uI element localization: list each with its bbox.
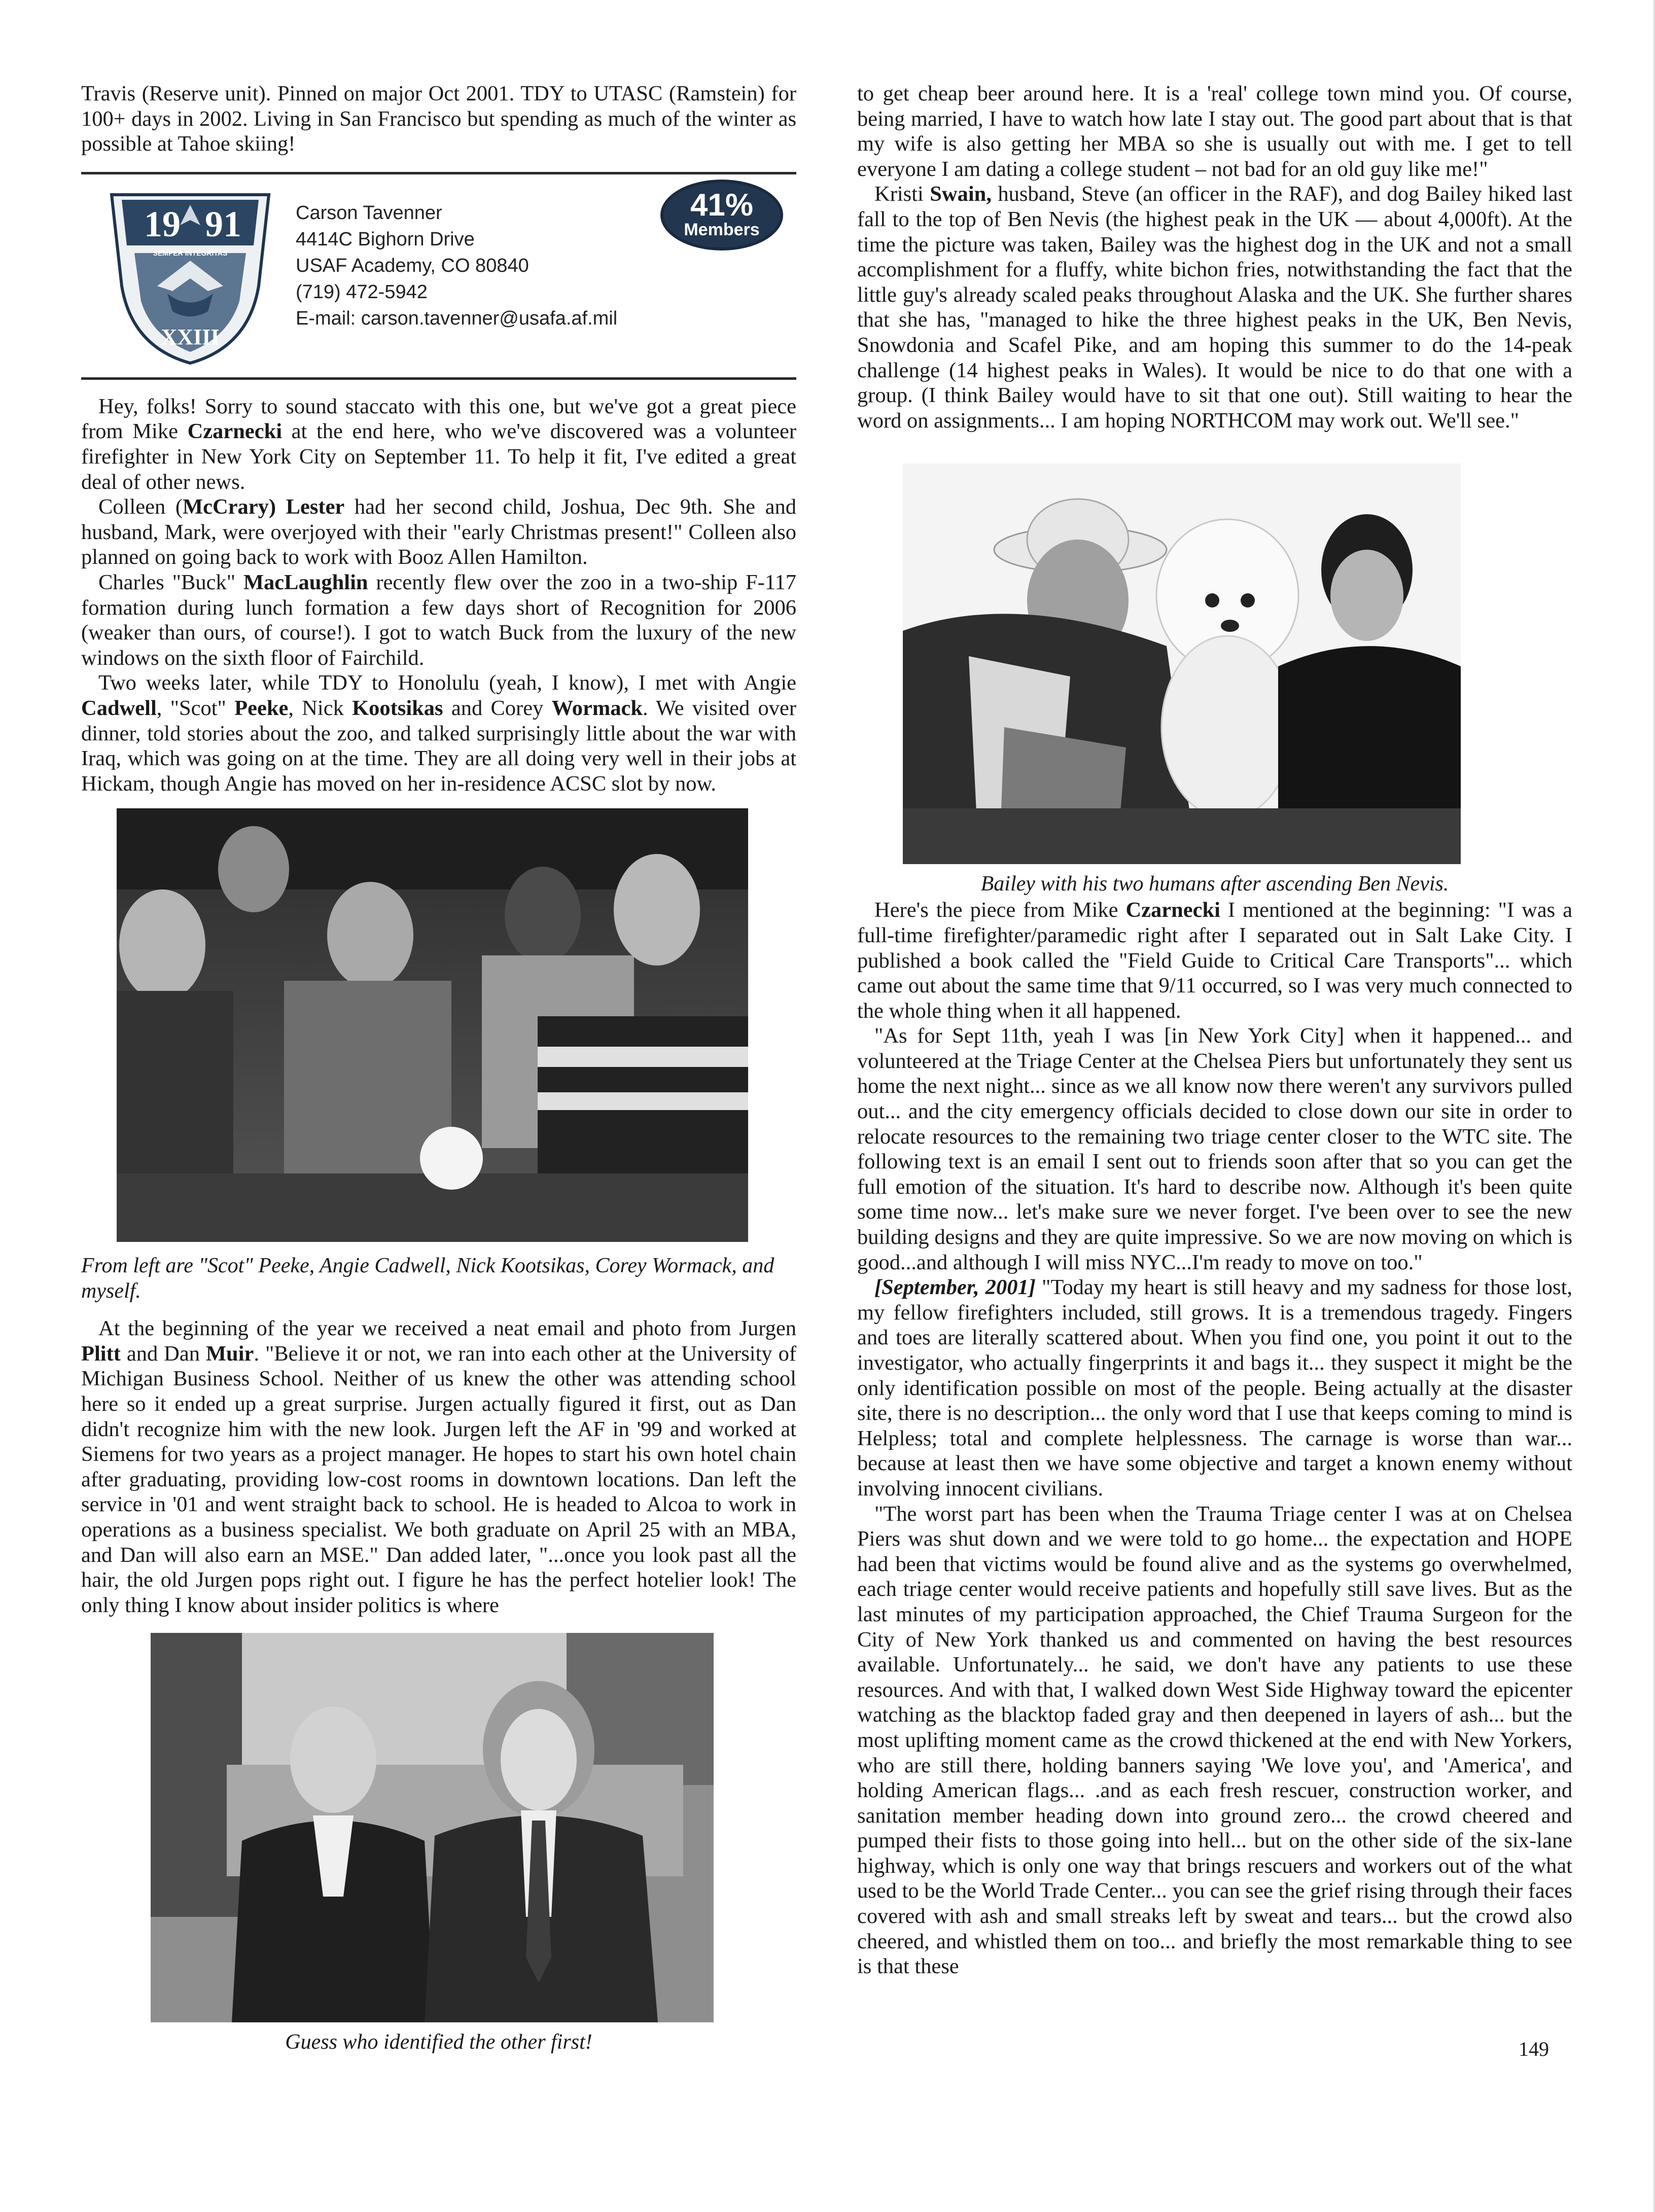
photo-hickam-dinner-image — [117, 808, 748, 1242]
photo-plitt-muir-image — [151, 1633, 714, 2022]
paragraph-lester: Colleen (McCrary) Lester had her second child, Joshua, Dec 9th. She and husband, Mark, were overjoyed with their "early Christmas present!" Colleen also planned on going back to work with Booz Allen Hamilton. — [81, 495, 796, 569]
caption-hickam: From left are "Scot" Peeke, Angie Cadwell, Nick Kootsikas, Corey Wormack, and myself. — [81, 1254, 774, 1303]
class-crest-icon — [107, 185, 274, 367]
contact-email[interactable]: E-mail: carson.tavenner@usafa.af.mil — [296, 307, 618, 329]
crest-year-left: 19 — [144, 203, 181, 244]
photo-ben-nevis — [903, 463, 1461, 864]
paragraph-czarnecki-intro: Here's the piece from Mike Czarnecki I mentioned at the beginning: "I was a full-time firefighter/paramedic right after I separated out in Salt Lake City. I published a book called the "Field Guide to Critical Care Transports"... which came out about the same time that 9/11 occurred, so I was very much connected to the whole thing when it all happened. — [857, 898, 1572, 1023]
paragraph-september-2001: [September, 2001] "Today my heart is still heavy and my sadness for those lost, my fellow firefighters included, still grows. It is a tremendous tragedy. Fingers and toes are literally scattered about. When you find one, you point it out to the investigator, who actually fingerprints it and bags it... they suspect it might be the only identification possible on most of the people. Being actually at the disaster site, there is no description... the only word that I use that keeps coming to mind is Helpless; total and complete helplessness. The carnage is worse than war... because at least then we have some objective and target a known enemy without involving innocent civilians. — [857, 1275, 1573, 1501]
crest-motto: SEMPER INTEGRITAS — [153, 248, 228, 257]
divider-bottom — [81, 377, 796, 380]
contact-details — [296, 200, 617, 332]
contact-name: Carson Tavenner — [296, 202, 442, 224]
left-column — [81, 81, 796, 2055]
paragraph-plitt-muir: At the beginning of the year we received a neat email and photo from Jurgen Plitt and Dan Muir. "Believe it or not, we ran into each other at the University of Michigan Business School. Neither of us knew the other was attending school here so it ended up a great surprise. Jurgen actually figured it first, out as Dan didn't recognize him with the new look. Jurgen left the AF in '99 and worked at Siemens for two years as a project manager. He hopes to start his own hotel chain after graduating, providing low-cost rooms in downtown locations. Dan left the service in '01 and went straight back to school. He is headed to Alcoa to work in operations as a business specialist. We both graduate on April 25 with an MBA, and Dan will also earn an MSE." Dan added later, "...once you look past all the hair, the old Jurgen pops right out. I figure he has the perfect hotelier look! The only thing I know about insider politics is where — [81, 1316, 797, 1617]
membership-label: Members — [684, 220, 760, 239]
paragraph-worst-part: "The worst part has been when the Trauma Triage center I was at on Chelsea Piers was shut down and we were told to go home... the expectation and HOPE had been that victims would be found alive and as the systems go overwhelmed, each triage center would receive patients and hopefully still save lives. But as the last minutes of my participation approached, the Chief Trauma Surgeon for the City of New York thanked us and commented on having the best resources available. Unfortunately... he said, we don't have any patients to use these resources. And with that, I walked down West Side Highway toward the epicenter watching as the blacktop faded gray and then deepened in layers of ash... but the most uplifting moment came as the crowd thickened at the end with New Yorkers, who are still there, holding banners saying 'We love you', and 'America', and holding American flags... .and as each fresh rescuer, construction worker, and sanitation member heading down into ground zero... the crowd cheered and pumped their fists to those going into hell... but on the other side of the six-lane highway, which is only one way that brings rescuers and workers out of the what used to be the World Trade Center... you can see the grief rising through their faces covered with ash and small streaks left by sweat and tears... but the crowd also cheered, and whistled them on too... and briefly the most remarkable thing to see is that these — [857, 1502, 1572, 1979]
paragraph-sept11: "As for Sept 11th, yeah I was [in New York City] when it happened... and volunteered at the Triage Center at the Chelsea Piers but unfortunately they sent us home the next night... since as we all know now there weren't any survivors pulled out... and the city emergency officials decided to close down our site in order to relocate resources to the remaining two triage center closer to the WTC site. The following text is an email I sent out to friends soon after that so you can get the full emotion of the situation. It's hard to describe now. Although it's been quite some time now... let's make sure we never forget. I've been over to see the new building designs and they are quite impressive. So we are now moving on which is good...and although I will miss NYC...I'm ready to move on too." — [857, 1024, 1572, 1274]
paragraph-maclaughlin: Charles "Buck" MacLaughlin recently flew over the zoo in a two-ship F-117 formation during lunch formation a few days short of Recognition for 2006 (weaker than ours, of course!). I got to watch Buck from the luxury of the new windows on the sixth floor of Fairchild. — [81, 570, 797, 670]
class-contact-block — [81, 174, 796, 377]
paragraph-intro: Hey, folks! Sorry to sound staccato with this one, but we've got a great piece from Mike Czarnecki at the end here, who we've discovered was a volunteer firefighter in New York City on September 11. To help it fit, I've edited a great deal of other news. — [81, 394, 796, 494]
contact-phone: (719) 472-5942 — [296, 281, 428, 303]
right-column — [857, 81, 1572, 1979]
crest-year-right: 91 — [205, 203, 241, 244]
photo-ben-nevis-image — [903, 463, 1461, 864]
photo-hickam-dinner — [117, 808, 748, 1242]
caption-ben-nevis: Bailey with his two humans after ascending Ben Nevis. — [980, 872, 1449, 896]
caption-plitt-muir: Guess who identified the other first! — [285, 2030, 592, 2054]
membership-percent: 41% — [690, 187, 754, 223]
contact-address-line2: USAF Academy, CO 80840 — [296, 255, 529, 276]
membership-badge — [660, 180, 783, 251]
paragraph-honolulu: Two weeks later, while TDY to Honolulu (yeah, I know), I met with Angie Cadwell, "Scot" Peeke, Nick Kootsikas and Corey Wormack. We visited over dinner, told stories about the zoo, and talked surprisingly little about the war with Iraq, which was going on at the time. They are all doing very well in their jobs at Hickam, though Angie has moved on her in-residence ACSC slot by now. — [81, 671, 797, 796]
photo-plitt-muir — [151, 1633, 714, 2022]
crest-number: XXIII — [161, 324, 220, 349]
top-paragraph: Travis (Reserve unit). Pinned on major Oct 2001. TDY to UTASC (Ramstein) for 100+ days in 2002. Living in San Francisco but spending as much of the winter as possible at Tahoe skiing! — [81, 82, 796, 156]
paragraph-swain: Kristi Swain, husband, Steve (an officer in the RAF), and dog Bailey hiked last fall to the top of Ben Nevis (the highest peak in the UK — about 4,000ft). At the time the picture was taken, Bailey was the highest dog in the UK and not a small accomplishment for a fluffy, white bichon fries, notwithstanding the fact that the little guy's already scaled peaks throughout Alaska and the UK. She further shares that she has, "managed to hike the three highest peaks in the UK, Ben Nevis, Snowdonia and Scafel Pike, and am hoping this summer to do the 14-peak challenge (14 highest peaks in Wales). It would be nice to do that one with a group. (I think Bailey would have to sit that one out). Still waiting to hear the word on assignments... I am hoping NORTHCOM may work out. We'll see." — [857, 182, 1573, 433]
page-number: 149 — [1519, 2038, 1549, 2060]
contact-address-line1: 4414C Bighorn Drive — [296, 228, 475, 250]
paragraph-college-town: to get cheap beer around here. It is a 'real' college town mind you. Of course, being married, I have to watch how late I stay out. The good part about that is that my wife is also getting her MBA so she is usually out with me. I get to tell everyone I am dating a college student – not bad for an old guy like me!" — [857, 82, 1572, 181]
